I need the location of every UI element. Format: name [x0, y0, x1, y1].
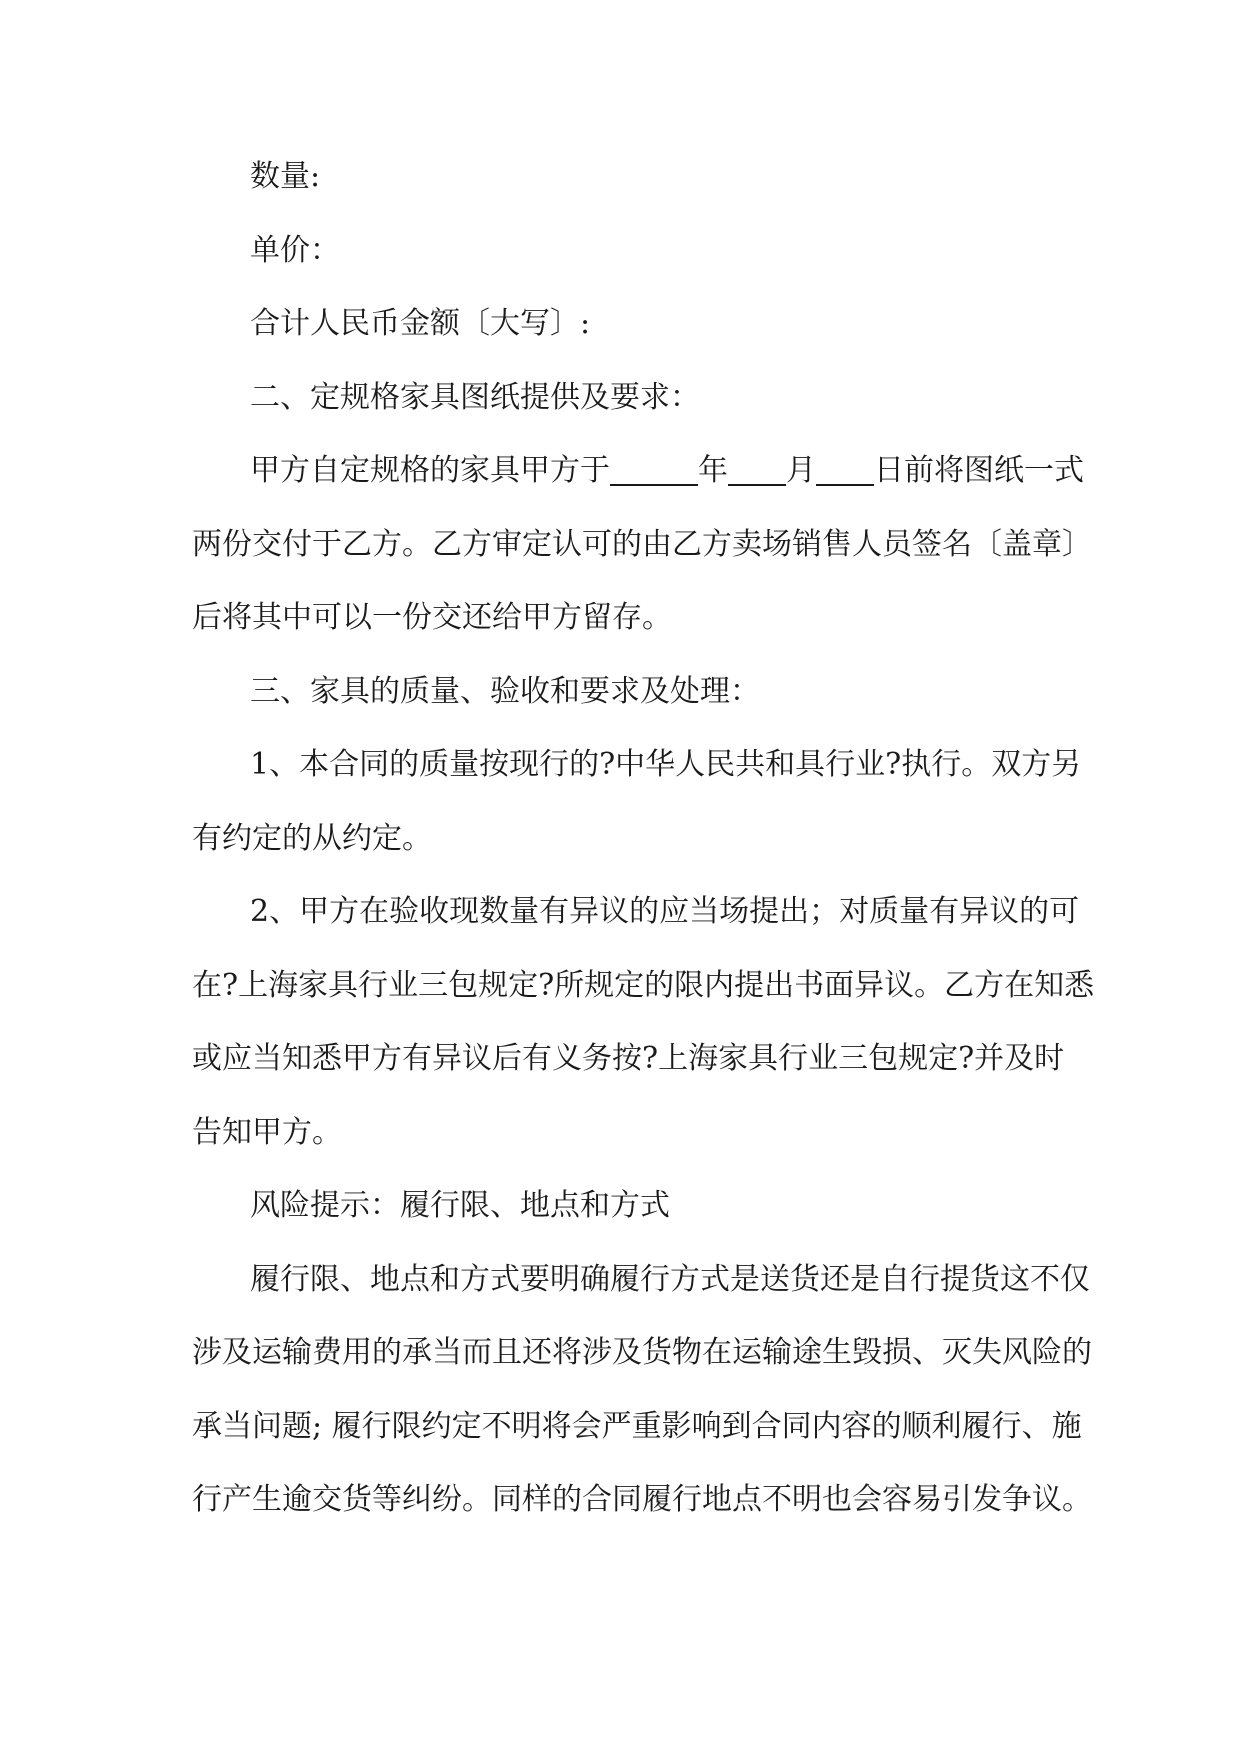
- paragraph-line: 涉及运输费用的承当而且还将涉及货物在运输途生毁损、灭失风险的: [192, 1335, 1092, 1370]
- paragraph-line: 在?上海家具行业三包规定?所规定的限内提出书面异议。乙方在知悉: [192, 967, 1095, 1003]
- drawing-deadline-line: [192, 434, 1084, 508]
- month-blank: [728, 454, 786, 486]
- total-amount-line: 合计人民币金额〔大写〕:: [250, 306, 591, 341]
- paragraph-line: 有约定的从约定。: [192, 820, 432, 856]
- section-3-heading: 三、家具的质量、验收和要求及处理：: [250, 673, 760, 709]
- drawing-deadline-text: 甲方自定规格的家具甲方于: [250, 453, 610, 488]
- year-label: 年: [698, 453, 728, 488]
- month-label: 月: [786, 453, 816, 488]
- paragraph-line: 告知甲方。: [192, 1114, 342, 1150]
- risk-notice-heading: 风险提示：履行限、地点和方式: [250, 1188, 670, 1223]
- unit-price-line: 单价：: [250, 232, 340, 268]
- paragraph-line: 承当问题; 履行限约定不明将会严重影响到合同内容的顺利履行、施: [192, 1408, 1082, 1444]
- clause-2-line: 2、甲方在验收现数量有异议的应当场提出；对质量有异议的可: [250, 894, 1080, 929]
- year-blank: [610, 454, 698, 486]
- document-body: [192, 140, 1095, 1537]
- day-blank: [816, 454, 874, 486]
- clause-1-line: 1、本合同的质量按现行的?中华人民共和具行业?执行。双方另: [250, 747, 1082, 782]
- quantity-line: 数量:: [250, 159, 321, 194]
- risk-paragraph-line: 履行限、地点和方式要明确履行方式是送货还是自行提货这不仅: [250, 1261, 1090, 1297]
- day-label-text: 日前将图纸一式: [874, 453, 1084, 488]
- paragraph-line: 两份交付于乙方。乙方审定认可的由乙方卖场销售人员签名〔盖章〕: [192, 526, 1092, 562]
- section-2-heading: 二、定规格家具图纸提供及要求：: [250, 379, 700, 415]
- paragraph-line: 或应当知悉甲方有异议后有义务按?上海家具行业三包规定?并及时: [192, 1041, 1065, 1076]
- paragraph-line: 后将其中可以一份交还给甲方留存。: [192, 600, 672, 635]
- paragraph-line: 行产生逾交货等纠纷。同样的合同履行地点不明也会容易引发争议。: [192, 1482, 1092, 1517]
